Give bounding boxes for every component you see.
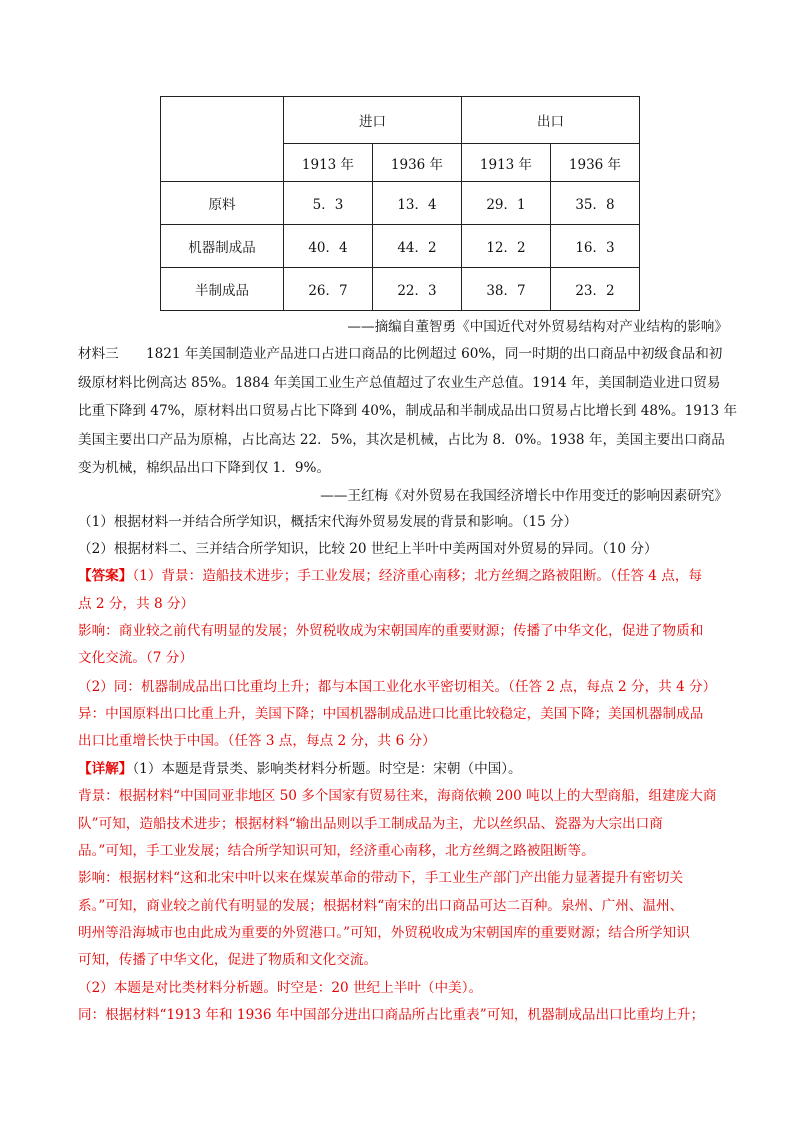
answer-line: （2）同：机器制成品出口比重均上升；都与本国工业化水平密切相关。（任答 2 点，每点 2 分，共 4 分）	[78, 679, 717, 695]
material3-line: 变为机械，棉织品出口下降到仅 1．9%。	[78, 460, 331, 476]
table-cell: 29．1	[461, 182, 550, 225]
table-cell: 22．3	[372, 268, 461, 311]
detail-line: 背景：根据材料“中国同亚非地区 50 多个国家有贸易往来，海商依赖 200 吨以上的大型商船，组建庞大商	[78, 788, 717, 804]
source-citation-2: ——王红梅《对外贸易在我国经济增长中作用变迁的影响因素研究》	[320, 488, 728, 504]
material3-line: 比重下降到 47%，原材料出口贸易占比下降到 40%，制成品和半制成品出口贸易占比增长到 48%。1913 年	[78, 403, 738, 419]
table-cell: 13．4	[372, 182, 461, 225]
detail-line: 队”可知，造船技术进步；根据材料“输出品则以手工制成品为主，尤以丝织品、瓷器为大宗出口商	[78, 816, 663, 832]
table-row	[161, 268, 640, 311]
answer-tag: 【答案】	[78, 568, 133, 584]
table-row	[161, 182, 640, 225]
detail-line: （2）本题是对比类材料分析题。时空是：20 世纪上半叶（中美）。	[78, 980, 483, 996]
row-label: 原料	[161, 182, 284, 225]
table-cell: 44．2	[372, 225, 461, 268]
detail-line: 明州等沿海城市也由此成为重要的外贸港口。”可知，外贸税收成为宋朝国库的重要财源；结合所学知识	[78, 925, 690, 941]
table-cell: 12．2	[461, 225, 550, 268]
detail-line	[78, 759, 728, 779]
table-header-row	[161, 97, 640, 144]
row-label: 半制成品	[161, 268, 284, 311]
table-cell: 38．7	[461, 268, 550, 311]
answer-text: （1）背景：造船技术进步；手工业发展；经济重心南移；北方丝绸之路被阻断。（任答 4 点，每	[132, 568, 703, 584]
year-cell: 1913 年	[283, 144, 372, 182]
question-2: （2）根据材料二、三并结合所学知识，比较 20 世纪上半叶中美两国对外贸易的异同。（10 分）	[78, 541, 658, 557]
answer-line: 异：中国原料出口比重上升，美国下降；中国机器制成品进口比重比较稳定，美国下降；美国机器制成品	[78, 706, 704, 722]
material3-line: 材料三 1821 年美国制造业产品进口占进口商品的比例超过 60%，同一时期的出口商品中初级食品和初	[78, 346, 723, 362]
table-cell: 40．4	[283, 225, 372, 268]
answer-line: 点 2 分，共 8 分）	[78, 596, 195, 612]
question-1: （1）根据材料一并结合所学知识，概括宋代海外贸易发展的背景和影响。（15 分）	[78, 514, 578, 530]
table-cell: 23．2	[550, 268, 639, 311]
answer-line: 出口比重增长快于中国。（任答 3 点，每点 2 分，共 6 分）	[78, 733, 436, 749]
table-corner-cell	[161, 97, 284, 182]
detail-line: 品。”可知，手工业发展；结合所学知识可知，经济重心南移，北方丝绸之路被阻断等。	[78, 843, 595, 859]
trade-table	[160, 96, 640, 311]
detail-text: （1）本题是背景类、影响类材料分析题。时空是：宋朝（中国）。	[132, 761, 522, 777]
table-cell: 5．3	[283, 182, 372, 225]
detail-line: 系。”可知，商业较之前代有明显的发展；根据材料“南宋的出口商品可达二百种。泉州、广州、温州、	[78, 898, 684, 914]
answer-line: 影响：商业较之前代有明显的发展；外贸税收成为宋朝国库的重要财源；传播了中华文化，促进了物质和	[78, 623, 704, 639]
material3-line: 美国主要出口产品为原棉，占比高达 22．5%，其次是机械，占比为 8．0%。1938 年，美国主要出口商品	[78, 432, 725, 448]
detail-tag: 【详解】	[78, 761, 133, 777]
header-export: 出口	[461, 97, 639, 144]
answer-line	[78, 566, 728, 586]
table-cell: 35．8	[550, 182, 639, 225]
year-cell: 1936 年	[550, 144, 639, 182]
detail-line: 影响：根据材料“这和北宋中叶以来在煤炭革命的带动下，手工业生产部门产出能力显著提升有密切关	[78, 870, 684, 886]
source-citation-1: ——摘编自董智勇《中国近代对外贸易结构对产业结构的影响》	[347, 319, 728, 335]
answer-line: 文化交流。（7 分）	[78, 650, 193, 666]
year-cell: 1913 年	[461, 144, 550, 182]
material3-line: 级原材料比例高达 85%。1884 年美国工业生产总值超过了农业生产总值。1914 年，美国制造业进口贸易	[78, 375, 721, 391]
table-cell: 16．3	[550, 225, 639, 268]
table-row	[161, 225, 640, 268]
detail-line: 同：根据材料“1913 年和 1936 年中国部分进出口商品所占比重表”可知，机器制成品出口比重均上升；	[78, 1007, 705, 1023]
row-label: 机器制成品	[161, 225, 284, 268]
header-import: 进口	[283, 97, 461, 144]
year-cell: 1936 年	[372, 144, 461, 182]
table-cell: 26．7	[283, 268, 372, 311]
detail-line: 可知，传播了中华文化，促进了物质和文化交流。	[78, 952, 378, 968]
